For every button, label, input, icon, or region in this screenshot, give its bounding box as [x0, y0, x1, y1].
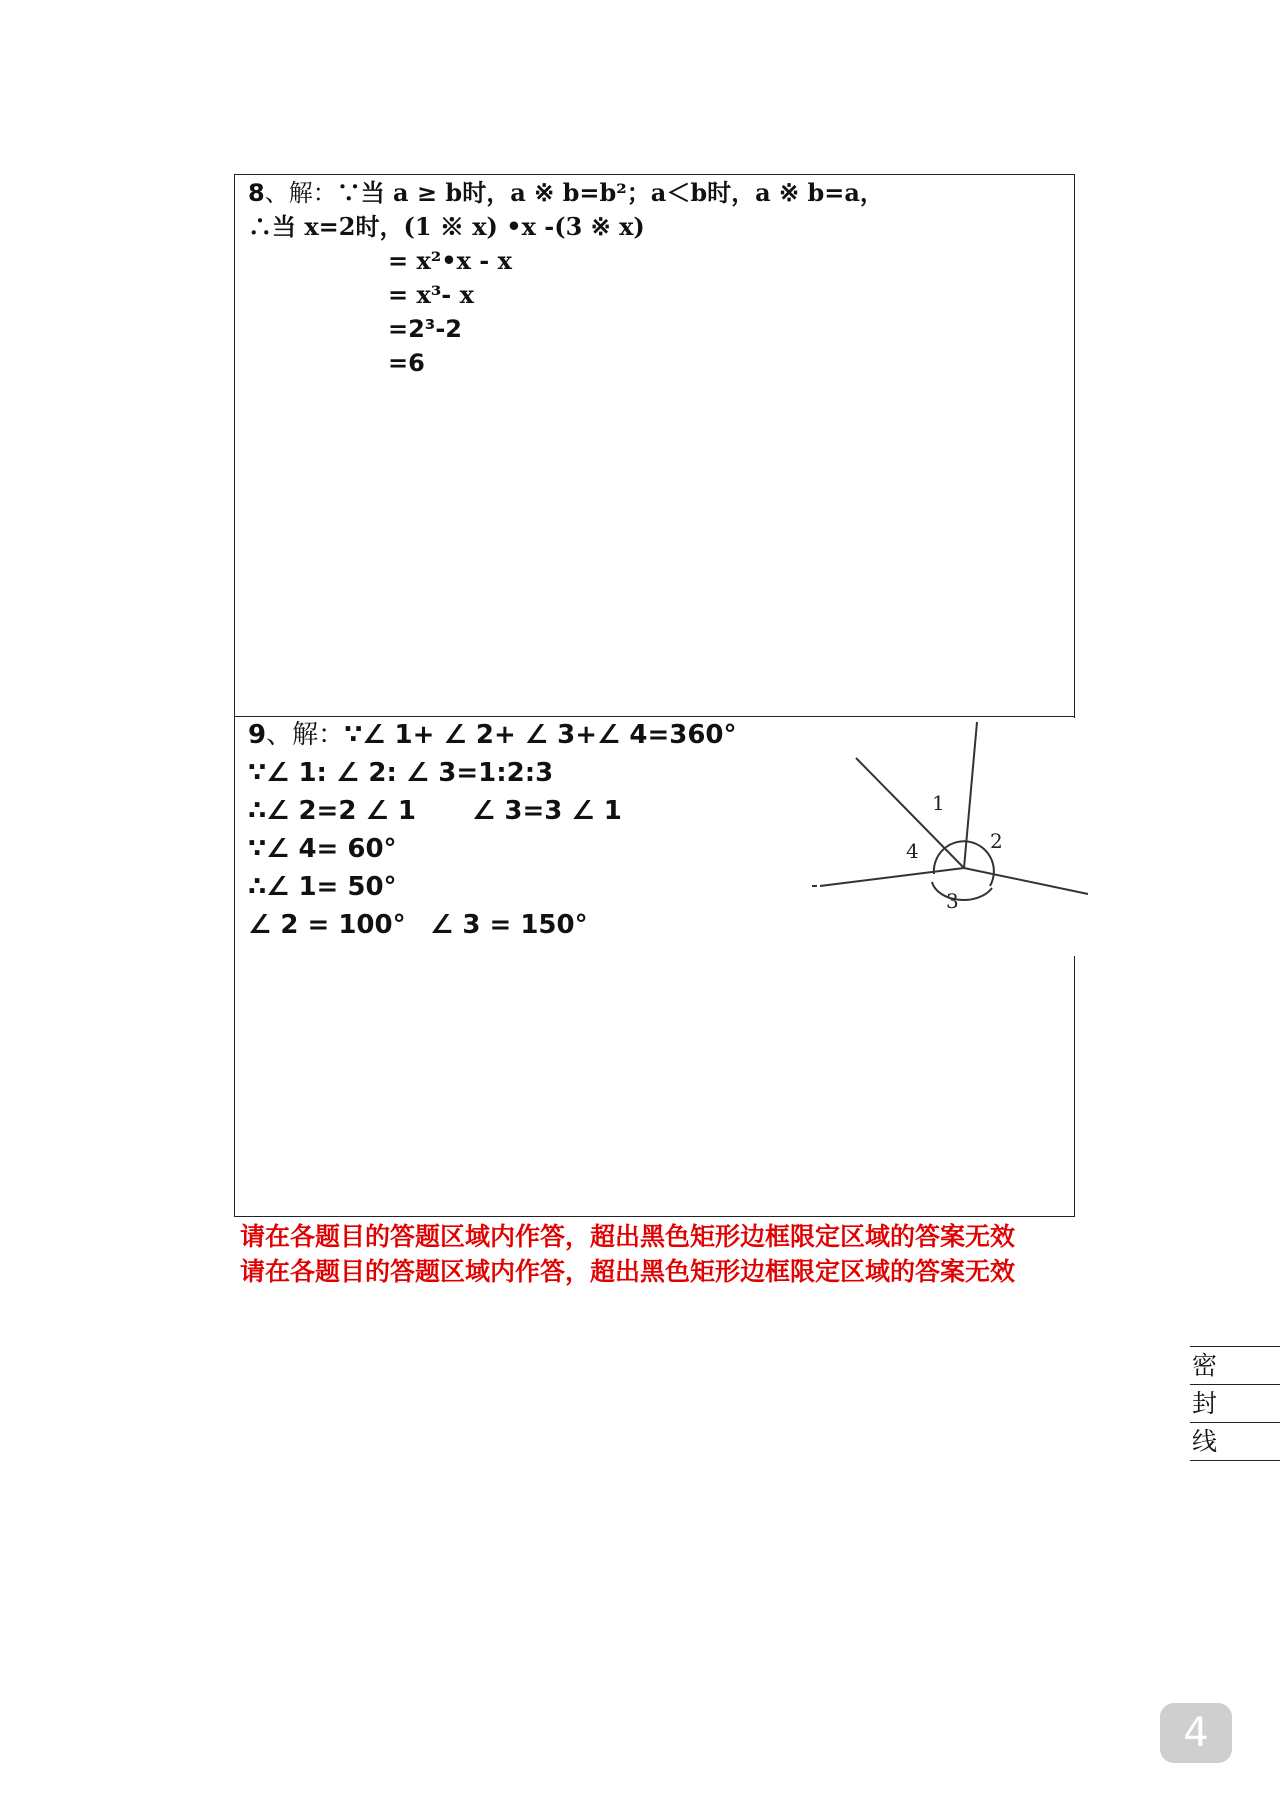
seal-rule-2 — [1190, 1384, 1280, 1385]
q8-line-2: ∴当 x=2时，(1 ※ x) •x -(3 ※ x) — [248, 212, 645, 241]
warning-line-1: 请在各题目的答题区域内作答，超出黑色矩形边框限定区域的答案无效 — [240, 1222, 1016, 1251]
seal-char-1: 密 — [1192, 1351, 1218, 1380]
warning-line-2: 请在各题目的答题区域内作答，超出黑色矩形边框限定区域的答案无效 — [240, 1257, 1016, 1286]
angle-label-2: 2 — [990, 829, 1003, 853]
seal-rule-3 — [1190, 1422, 1280, 1423]
q8-line-4: = x³- x — [388, 280, 474, 309]
angle-label-4: 4 — [906, 839, 919, 863]
q8-lead: 、解： — [264, 179, 337, 207]
answer-box-q8 — [234, 174, 1075, 717]
q9-line-5: ∴∠ 1= 50° — [248, 872, 397, 902]
q9-line-1 — [248, 722, 737, 748]
q9-line-4: ∵∠ 4= 60° — [248, 834, 397, 864]
angle-diagram — [812, 718, 1098, 956]
page-number-badge[interactable]: 4 — [1160, 1703, 1232, 1763]
q8-number: 8 — [248, 179, 265, 207]
angle-label-1: 1 — [932, 791, 945, 815]
q8-line-5: =2³-2 — [388, 315, 462, 343]
q9-line-3b: ∠ 3=3 ∠ 1 — [472, 796, 622, 826]
seal-rule-1 — [1190, 1346, 1280, 1347]
ray-upper — [964, 722, 977, 868]
seal-rule-4 — [1190, 1460, 1280, 1461]
q8-line-1 — [248, 178, 884, 207]
q9-line-6a: ∠ 2 = 100° — [248, 910, 406, 940]
q9-line-1-text: ∵∠ 1+ ∠ 2+ ∠ 3+∠ 4=360° — [344, 720, 737, 750]
ray-right — [964, 868, 1088, 894]
q8-line-3: = x²•x - x — [388, 246, 512, 275]
q9-line-6b: ∠ 3 = 150° — [430, 910, 588, 940]
q9-line-3a: ∴∠ 2=2 ∠ 1 — [248, 796, 416, 826]
q8-line-6: =6 — [388, 349, 425, 377]
q9-lead: 、解： — [266, 720, 345, 750]
ray-left — [820, 868, 964, 886]
q9-number: 9 — [248, 720, 267, 750]
seal-char-2: 封 — [1192, 1389, 1218, 1418]
q8-line-1-text: ∵当 a ≥ b时，a ※ b=b²；a＜b时，a ※ b=a， — [336, 178, 884, 207]
angle-label-3: 3 — [946, 889, 959, 913]
seal-char-3: 线 — [1192, 1427, 1218, 1456]
q9-line-2: ∵∠ 1: ∠ 2: ∠ 3=1:2:3 — [248, 758, 554, 788]
